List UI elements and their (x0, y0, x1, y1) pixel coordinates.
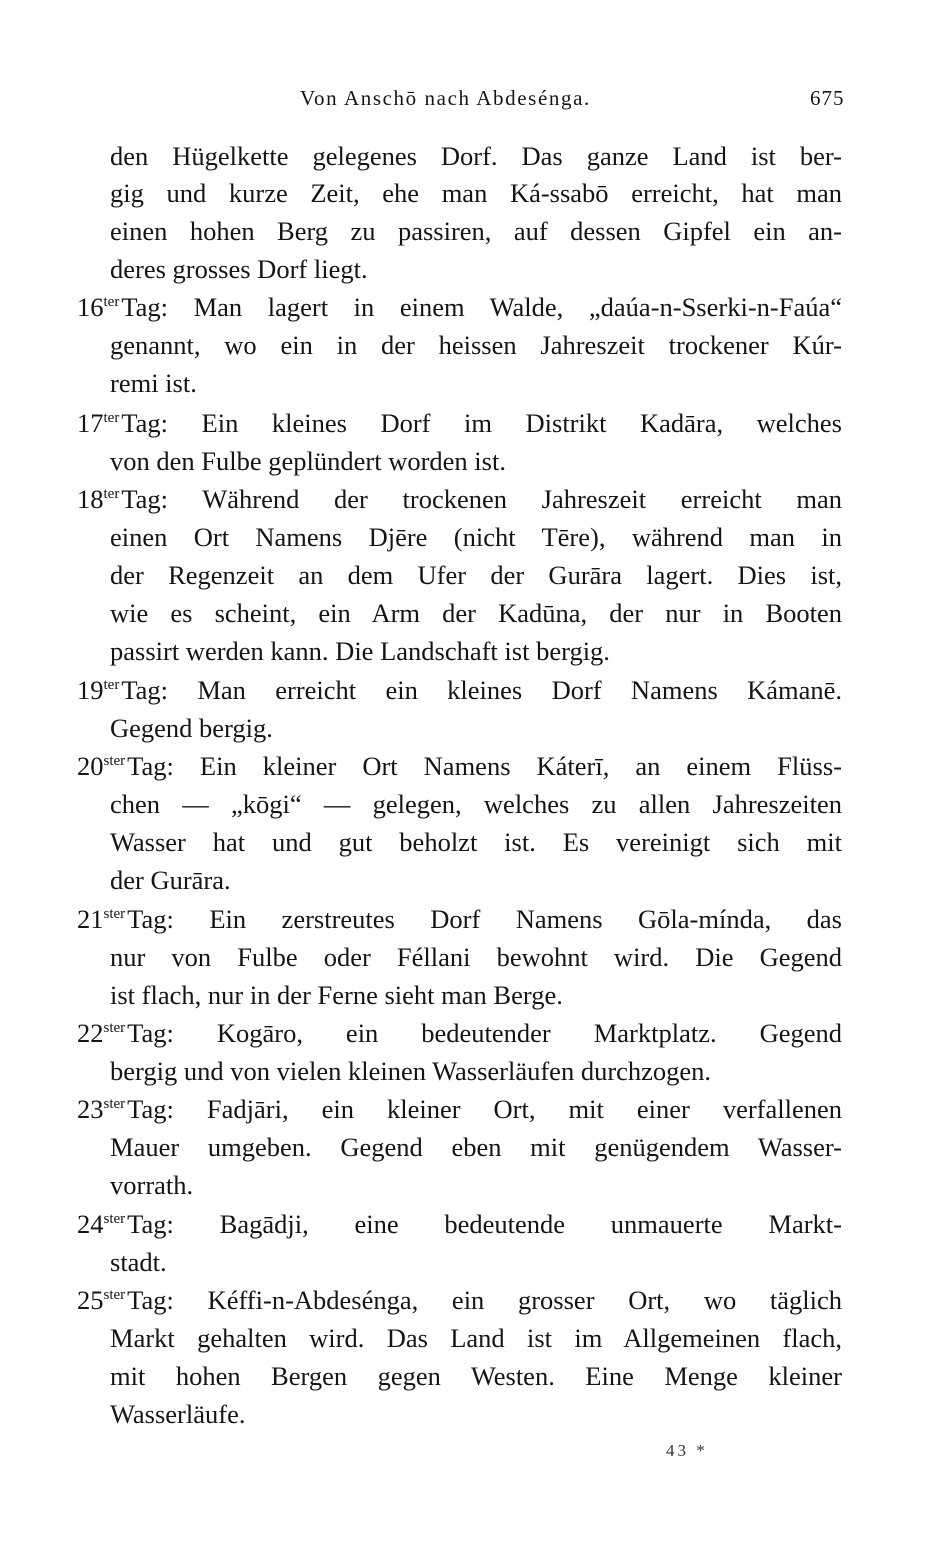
day-number: 21 (77, 904, 104, 934)
day-ordinal-suffix: ster (103, 1287, 126, 1303)
day-number: 24 (77, 1209, 104, 1239)
day-entry-line (77, 410, 842, 437)
text-line: Gegend bergig. (110, 713, 273, 743)
text-line: bergig und von vielen kleinen Wasserläufen durchzogen. (110, 1056, 712, 1086)
text-line: nur von Fulbe oder Féllani bewohnt wird. Die Gegend (110, 942, 842, 972)
text-line: deres grosses Dorf liegt. (110, 254, 368, 284)
day-number: 23 (77, 1094, 104, 1124)
text-line: Wasserläufe. (110, 1399, 246, 1429)
day-number: 18 (77, 484, 104, 514)
day-ordinal-suffix: ster (103, 753, 126, 769)
text-line: wie es scheint, ein Arm der Kadūna, der nur in Booten (110, 598, 842, 628)
day-entry-text: Tag: Fadjāri, ein kleiner Ort, mit einer verfallenen (127, 1094, 842, 1124)
day-entry-text: Tag: Während der trockenen Jahreszeit erreicht man (121, 484, 842, 514)
day-ordinal-suffix: ster (103, 1211, 126, 1227)
text-line: passirt werden kann. Die Landschaft ist bergig. (110, 636, 610, 666)
day-entry-text: Tag: Ein kleiner Ort Namens Káterī, an einem Flüss- (127, 751, 842, 781)
day-entry-line (77, 1020, 842, 1047)
running-title: Von Anschō nach Abdesénga. (300, 86, 591, 110)
day-ordinal-suffix: ter (103, 677, 120, 693)
text-line: chen — „kōgi“ — gelegen, welches zu allen Jahreszeiten (110, 789, 842, 819)
day-entry-text: Tag: Man lagert in einem Walde, „daúa-n-Sserki-n-Faúa“ (121, 292, 842, 322)
day-entry-line (77, 1287, 842, 1314)
day-number: 16 (77, 292, 104, 322)
day-number: 22 (77, 1018, 104, 1048)
day-entry-line (77, 1096, 842, 1123)
text-line: von den Fulbe geplündert worden ist. (110, 446, 506, 476)
day-ordinal-suffix: ter (103, 486, 120, 502)
day-entry-text: Tag: Bagādji, eine bedeutende unmauerte Markt- (127, 1209, 842, 1239)
day-entry-text: Tag: Kéffi-n-Abdesénga, ein grosser Ort, wo täglich (127, 1285, 842, 1315)
day-entry-line (77, 677, 842, 704)
text-line: Wasser hat und gut beholzt ist. Es vereinigt sich mit (110, 827, 842, 857)
day-entry-line (77, 486, 842, 513)
text-line: stadt. (110, 1247, 167, 1277)
text-line: vorrath. (110, 1170, 194, 1200)
text-line: ist flach, nur in der Ferne sieht man Berge. (110, 980, 563, 1010)
text-line: der Gurāra. (110, 865, 231, 895)
day-entry-text: Tag: Ein zerstreutes Dorf Namens Gōla-mínda, das (127, 904, 842, 934)
day-ordinal-suffix: ster (103, 1096, 126, 1112)
day-entry-text: Tag: Man erreicht ein kleines Dorf Namens Kámanē. (121, 675, 842, 705)
day-ordinal-suffix: ster (103, 906, 126, 922)
text-line: den Hügelkette gelegenes Dorf. Das ganze Land ist ber- (110, 141, 842, 171)
day-entry-line (77, 294, 842, 321)
day-ordinal-suffix: ter (103, 294, 120, 310)
day-number: 20 (77, 751, 104, 781)
day-ordinal-suffix: ter (103, 410, 120, 426)
day-entry-text: Tag: Ein kleines Dorf im Distrikt Kadāra, welches (121, 408, 842, 438)
text-line: Mauer umgeben. Gegend eben mit genügendem Wasser- (110, 1132, 842, 1162)
day-number: 25 (77, 1285, 104, 1315)
text-line: einen Ort Namens Djēre (nicht Tēre), während man in (110, 522, 842, 552)
text-line: einen hohen Berg zu passiren, auf dessen Gipfel ein an- (110, 216, 842, 246)
text-line: gig und kurze Zeit, ehe man Ká-ssabō erreicht, hat man (110, 178, 842, 208)
signature-mark: 43 * (666, 1441, 708, 1460)
text-line: Markt gehalten wird. Das Land ist im Allgemeinen flach, (110, 1323, 842, 1353)
text-line: remi ist. (110, 368, 197, 398)
day-number: 19 (77, 675, 104, 705)
day-entry-text: Tag: Kogāro, ein bedeutender Marktplatz. Gegend (127, 1018, 842, 1048)
text-line: der Regenzeit an dem Ufer der Gurāra lagert. Dies ist, (110, 560, 842, 590)
day-entry-line (77, 1211, 842, 1238)
page-number: 675 (810, 86, 845, 110)
text-line: genannt, wo ein in der heissen Jahreszeit trockener Kúr- (110, 330, 842, 360)
day-entry-line (77, 906, 842, 933)
day-entry-line (77, 753, 842, 780)
day-ordinal-suffix: ster (103, 1020, 126, 1036)
day-number: 17 (77, 408, 104, 438)
text-line: mit hohen Bergen gegen Westen. Eine Menge kleiner (110, 1361, 842, 1391)
